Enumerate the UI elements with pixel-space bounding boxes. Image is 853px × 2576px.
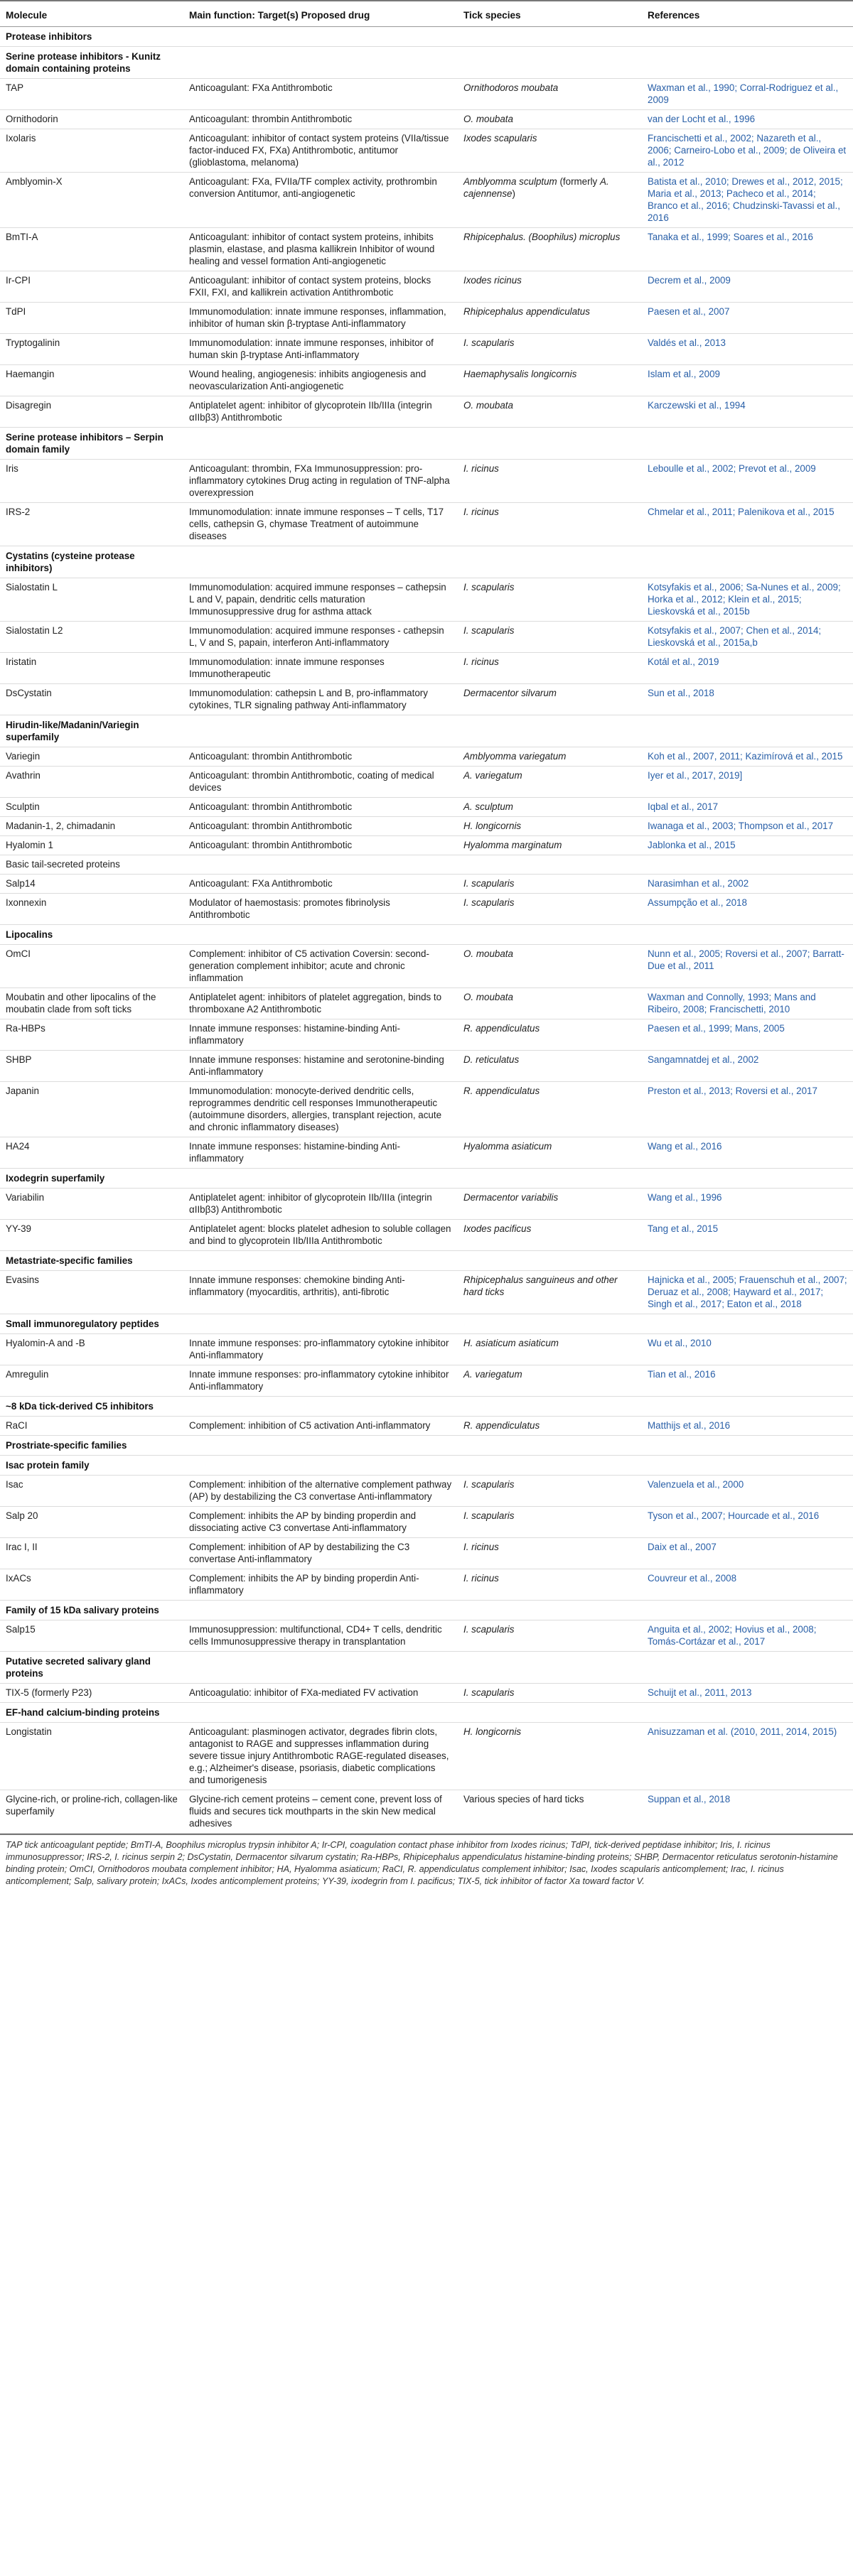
species-cell: I. scapularis [458,1476,642,1507]
molecule-cell: TAP [0,79,183,110]
function-cell: Immunomodulation: innate immune responses, inflammation, inhibitor of human skin β-tryptase Anti-inflammatory [183,303,458,334]
function-cell: Immunomodulation: acquired immune responses – cathepsin L and V, papain, dendritic cells maturation Immunosuppressive drug for asthma attack [183,578,458,622]
species-cell: R. appendiculatus [458,1082,642,1137]
function-cell: Complement: inhibitor of C5 activation Coversin: second-generation complement inhibitor; acute and chronic inflammation [183,945,458,988]
molecule-cell: Amregulin [0,1365,183,1397]
references-cell: Kotsyfakis et al., 2006; Sa-Nunes et al., 2009; Horka et al., 2012; Klein et al., 2015; Lieskovská et al., 2015b [642,578,853,622]
species-synonym: A. cajennense [463,176,609,199]
section-spacer [183,1169,853,1189]
function-cell: Modulator of haemostasis: promotes fibrinolysis Antithrombotic [183,894,458,925]
section-row [0,1397,853,1417]
references-cell: Tyson et al., 2007; Hourcade et al., 2016 [642,1507,853,1538]
molecule-cell: Avathrin [0,767,183,798]
species-cell: O. moubata [458,396,642,428]
molecule-cell: IRS-2 [0,503,183,546]
species-cell: A. variegatum [458,1365,642,1397]
references-cell: Iqbal et al., 2017 [642,798,853,817]
species-cell [458,1790,642,1834]
species-cell: Amblyomma variegatum [458,747,642,767]
table-row [0,836,853,855]
references-cell: van der Locht et al., 1996 [642,110,853,129]
table-row [0,1476,853,1507]
table-row [0,303,853,334]
references-cell: Waxman and Connolly, 1993; Mans and Ribeiro, 2008; Francischetti, 2010 [642,988,853,1019]
species-cell: I. scapularis [458,622,642,653]
function-cell: Anticoagulant: FXa Antithrombotic [183,875,458,894]
function-cell: Innate immune responses: histamine and serotonine-binding Anti-inflammatory [183,1051,458,1082]
species-note: (formerly [557,176,600,187]
table-row [0,1271,853,1314]
function-cell: Immunosuppression: multifunctional, CD4+ T cells, dendritic cells Immunosuppressive therapy in transplantation [183,1620,458,1652]
references-cell: Koh et al., 2007, 2011; Kazimírová et al., 2015 [642,747,853,767]
species-cell [458,173,642,228]
species-cell: I. scapularis [458,334,642,365]
section-label: Ixodegrin superfamily [0,1169,183,1189]
function-cell: Anticoagulant: thrombin Antithrombotic [183,836,458,855]
table-row [0,622,853,653]
function-cell: Antiplatelet agent: inhibitor of glycoprotein IIb/IIIa (integrin αIIbβ3) Antithrombotic [183,1189,458,1220]
table-row [0,1365,853,1397]
table-header [0,1,853,27]
table-row [0,798,853,817]
table-row [0,173,853,228]
table-row [0,1019,853,1051]
table-row [0,365,853,396]
species-cell: Haemaphysalis longicornis [458,365,642,396]
molecule-cell: IxACs [0,1569,183,1601]
section-spacer [183,1456,853,1476]
function-cell: Anticoagulant: thrombin Antithrombotic [183,817,458,836]
references-cell: Islam et al., 2009 [642,365,853,396]
section-label: Serine protease inhibitors – Serpin domain family [0,428,183,460]
section-row [0,1251,853,1271]
molecule-cell: YY-39 [0,1220,183,1251]
molecule-cell: Salp15 [0,1620,183,1652]
table-row [0,578,853,622]
species-cell: I. ricinus [458,653,642,684]
function-cell: Anticoagulant: thrombin Antithrombotic [183,798,458,817]
molecule-cell: HA24 [0,1137,183,1169]
molecule-cell: Ornithodorin [0,110,183,129]
table-row [0,271,853,303]
function-cell: Complement: inhibits the AP by binding properdin Anti-inflammatory [183,1569,458,1601]
references-cell: Matthijs et al., 2016 [642,1417,853,1436]
function-cell: Innate immune responses: pro-inflammatory cytokine inhibitor Anti-inflammatory [183,1334,458,1365]
section-label: ~8 kDa tick-derived C5 inhibitors [0,1397,183,1417]
table-row [0,653,853,684]
function-cell: Anticoagulant: FXa Antithrombotic [183,79,458,110]
section-label: Putative secreted salivary gland proteins [0,1652,183,1684]
species-name: Amblyomma sculptum [463,176,557,187]
species-cell: Hyalomma asiaticum [458,1137,642,1169]
references-cell: Anguita et al., 2002; Hovius et al., 2008; Tomás-Cortázar et al., 2017 [642,1620,853,1652]
molecule-cell: Iris [0,460,183,503]
molecule-cell: DsCystatin [0,684,183,715]
function-cell: Innate immune responses: histamine-binding Anti-inflammatory [183,1019,458,1051]
table-row [0,1684,853,1703]
table-row [0,767,853,798]
species-cell: H. asiaticum asiaticum [458,1334,642,1365]
header-function: Main function: Target(s) Proposed drug [183,1,458,27]
function-cell: Immunomodulation: monocyte-derived dendritic cells, reprogrammes dendritic cell responses Immunotherapeutic (autoimmune disorders, allergies, transplant rejection, acute and chronic inflammatory diseases) [183,1082,458,1137]
subgroup-label: Basic tail-secreted proteins [0,855,183,875]
function-cell: Anticoagulant: thrombin Antithrombotic, coating of medical devices [183,767,458,798]
references-cell: Kotsyfakis et al., 2007; Chen et al., 2014; Lieskovská et al., 2015a,b [642,622,853,653]
references-cell: Leboulle et al., 2002; Prevot et al., 2009 [642,460,853,503]
function-cell: Anticoagulant: thrombin, FXa Immunosuppression: pro-inflammatory cytokines Drug acting in regulation of TNF-alpha overexpression [183,460,458,503]
section-spacer [183,855,853,875]
species-cell: I. ricinus [458,503,642,546]
section-row [0,1703,853,1723]
section-row [0,546,853,578]
section-row [0,1169,853,1189]
species-cell: I. scapularis [458,1620,642,1652]
function-cell: Wound healing, angiogenesis: inhibits angiogenesis and neovascularization Anti-angiogenetic [183,365,458,396]
table-row [0,747,853,767]
table-row [0,1334,853,1365]
molecule-cell: Ixolaris [0,129,183,173]
species-cell: R. appendiculatus [458,1019,642,1051]
table-row [0,129,853,173]
function-cell: Complement: inhibition of AP by destabilizing the C3 convertase Anti-inflammatory [183,1538,458,1569]
table-row [0,228,853,271]
references-cell: Wu et al., 2010 [642,1334,853,1365]
references-cell: Kotál et al., 2019 [642,653,853,684]
function-cell: Glycine-rich cement proteins – cement cone, prevent loss of fluids and secures tick mouthparts in the skin New medical adhesives [183,1790,458,1834]
section-label: Isac protein family [0,1456,183,1476]
molecule-cell: Japanin [0,1082,183,1137]
section-label: Hirudin-like/Madanin/Variegin superfamily [0,715,183,747]
species-cell: Ixodes scapularis [458,129,642,173]
references-cell: Iwanaga et al., 2003; Thompson et al., 2017 [642,817,853,836]
species-cell: Rhipicephalus. (Boophilus) microplus [458,228,642,271]
section-spacer [183,47,853,79]
molecule-cell: Madanin-1, 2, chimadanin [0,817,183,836]
species-cell: A. variegatum [458,767,642,798]
function-cell: Anticoagulant: inhibitor of contact system proteins, inhibits plasmin, elastase, and plasma kallikrein Inhibitor of wound healing and vessel formation Anti-angiogenetic [183,228,458,271]
references-cell: Chmelar et al., 2011; Palenikova et al., 2015 [642,503,853,546]
section-spacer [183,1397,853,1417]
molecule-cell: Variegin [0,747,183,767]
table-row [0,79,853,110]
molecule-cell: Hyalomin 1 [0,836,183,855]
references-cell: Iyer et al., 2017, 2019] [642,767,853,798]
molecule-cell: RaCI [0,1417,183,1436]
section-spacer [183,1601,853,1620]
section-label: Metastriate-specific families [0,1251,183,1271]
references-cell: Waxman et al., 1990; Corral-Rodriguez et al., 2009 [642,79,853,110]
species-name: Various species of hard ticks [463,1794,584,1804]
species-cell: Rhipicephalus sanguineus and other hard ticks [458,1271,642,1314]
references-cell: Valenzuela et al., 2000 [642,1476,853,1507]
references-cell: Tang et al., 2015 [642,1220,853,1251]
references-cell: Hajnicka et al., 2005; Frauenschuh et al., 2007; Deruaz et al., 2008; Hayward et al., 2017; Singh et al., 2017; Eaton et al., 2018 [642,1271,853,1314]
molecule-cell: Haemangin [0,365,183,396]
species-cell: Rhipicephalus appendiculatus [458,303,642,334]
molecule-cell: Longistatin [0,1723,183,1790]
table-row [0,1051,853,1082]
table-row [0,894,853,925]
table-row [0,1082,853,1137]
species-cell: I. scapularis [458,875,642,894]
species-cell: A. sculptum [458,798,642,817]
species-cell: Hyalomma marginatum [458,836,642,855]
table-row [0,1189,853,1220]
section-row [0,1456,853,1476]
references-cell: Valdés et al., 2013 [642,334,853,365]
table-row [0,1538,853,1569]
table-row [0,1723,853,1790]
function-cell: Anticoagulant: FXa, FVIIa/TF complex activity, prothrombin conversion Antitumor, anti-angiogenetic [183,173,458,228]
species-cell: O. moubata [458,988,642,1019]
species-cell: I. ricinus [458,1569,642,1601]
table-row [0,988,853,1019]
table-row [0,1790,853,1834]
section-label: Cystatins (cysteine protease inhibitors) [0,546,183,578]
function-cell: Immunomodulation: innate immune responses – T cells, T17 cells, cathepsin G, chymase Treatment of autoimmune diseases [183,503,458,546]
molecule-cell: Sialostatin L [0,578,183,622]
references-cell: Couvreur et al., 2008 [642,1569,853,1601]
references-cell: Jablonka et al., 2015 [642,836,853,855]
molecule-cell: Salp14 [0,875,183,894]
species-cell: H. longicornis [458,817,642,836]
table-row [0,396,853,428]
function-cell: Innate immune responses: pro-inflammatory cytokine inhibitor Anti-inflammatory [183,1365,458,1397]
references-cell: Wang et al., 2016 [642,1137,853,1169]
species-cell: Ornithodoros moubata [458,79,642,110]
section-label: EF-hand calcium-binding proteins [0,1703,183,1723]
section-row [0,1652,853,1684]
molecule-cell: Variabilin [0,1189,183,1220]
species-cell: Dermacentor variabilis [458,1189,642,1220]
header-references: References [642,1,853,27]
molecule-cell: Disagregin [0,396,183,428]
section-row [0,1601,853,1620]
function-cell: Antiplatelet agent: inhibitors of platelet aggregation, binds to thromboxane A2 Antithrombotic [183,988,458,1019]
header-row [0,1,853,27]
molecule-cell: Glycine-rich, or proline-rich, collagen-like superfamily [0,1790,183,1834]
references-cell: Paesen et al., 1999; Mans, 2005 [642,1019,853,1051]
section-spacer [183,1314,853,1334]
molecule-cell: Sialostatin L2 [0,622,183,653]
section-label: Serine protease inhibitors - Kunitz domain containing proteins [0,47,183,79]
table-row [0,1220,853,1251]
table-body [0,27,853,1834]
references-cell: Suppan et al., 2018 [642,1790,853,1834]
section-spacer [183,1251,853,1271]
section-row [0,925,853,945]
function-cell: Anticoagulant: inhibitor of contact system proteins, blocks FXII, FXI, and kallikrein activation Antithrombotic [183,271,458,303]
function-cell: Complement: inhibition of C5 activation Anti-inflammatory [183,1417,458,1436]
molecule-cell: BmTI-A [0,228,183,271]
section-spacer [183,1652,853,1684]
section-label: Small immunoregulatory peptides [0,1314,183,1334]
function-cell: Immunomodulation: cathepsin L and B, pro-inflammatory cytokines, TLR signaling pathway Anti-inflammatory [183,684,458,715]
function-cell: Anticoagulant: plasminogen activator, degrades fibrin clots, antagonist to RAGE and suppresses inflammation during severe tissue injury Antithrombotic RAGE-regulated diseases, e.g.; Alzheimer's disease, psoriasis, diabetic complications and tumorigenesis [183,1723,458,1790]
references-cell: Tanaka et al., 1999; Soares et al., 2016 [642,228,853,271]
section-row [0,715,853,747]
molecule-cell: Isac [0,1476,183,1507]
references-cell: Nunn et al., 2005; Roversi et al., 2007; Barratt-Due et al., 2011 [642,945,853,988]
molecule-cell: Sculptin [0,798,183,817]
table-row [0,110,853,129]
species-cell: H. longicornis [458,1723,642,1790]
function-cell: Innate immune responses: histamine-binding Anti-inflammatory [183,1137,458,1169]
molecule-cell: TdPI [0,303,183,334]
species-cell: I. scapularis [458,1507,642,1538]
section-spacer [183,1436,853,1456]
section-spacer [183,27,853,47]
species-cell: I. scapularis [458,578,642,622]
table-row [0,1569,853,1601]
function-cell: Immunomodulation: innate immune responses, inhibitor of human skin β-tryptase Anti-inflammatory [183,334,458,365]
table-footnote: TAP tick anticoagulant peptide; BmTI-A, Boophilus microplus trypsin inhibitor A; Ir-CPI, coagulation contact phase inhibitor from Ixodes ricinus; TdPI, tick-derived peptidase inhibitor; Iris, I. ricinus immunosuppressor; IRS-2, I. ricinus serpin 2; DsCystatin, Dermacentor silvarum cystatin; Ra-HBPs, Rhipicephalus appendiculatus histamine-binding proteins; SHBP, Dermacentor reticulatus serotonin-histamine binding protein; OmCI, Ornithodoros moubata complement inhibitor; HA, Hyalomma asiaticum; RaCI, R. appendiculatus complement inhibitor; Isac, Ixodes scapularis anticomplement; Irac, I. ricinus anticomplement; Salp, salivary protein; IxACs, Ixodes anticomplement proteins; YY-39, ixodegrin from I. pacificus; TIX-5, tick inhibitor of factor Xa toward factor V. [0,1834,853,1888]
function-cell: Anticoagulant: inhibitor of contact system proteins (VIIa/tissue factor-induced FX, FXa) Antithrombotic, antitumor (glioblastoma, melanoma) [183,129,458,173]
references-cell: Sangamnatdej et al., 2002 [642,1051,853,1082]
section-row [0,1436,853,1456]
molecule-cell: OmCI [0,945,183,988]
section-row [0,47,853,79]
references-cell: Assumpção et al., 2018 [642,894,853,925]
section-label: Family of 15 kDa salivary proteins [0,1601,183,1620]
references-cell: Daix et al., 2007 [642,1538,853,1569]
section-row [0,27,853,47]
references-cell: Schuijt et al., 2011, 2013 [642,1684,853,1703]
table-row [0,503,853,546]
molecule-cell: Ixonnexin [0,894,183,925]
species-cell: O. moubata [458,945,642,988]
species-cell: O. moubata [458,110,642,129]
section-spacer [183,715,853,747]
subgroup-row [0,855,853,875]
references-cell: Decrem et al., 2009 [642,271,853,303]
function-cell: Antiplatelet agent: inhibitor of glycoprotein IIb/IIIa (integrin αIIbβ3) Antithrombotic [183,396,458,428]
function-cell: Innate immune responses: chemokine binding Anti-inflammatory (myocarditis, arthritis), anti-fibrotic [183,1271,458,1314]
references-cell: Sun et al., 2018 [642,684,853,715]
molecule-cell: Salp 20 [0,1507,183,1538]
species-cell: Ixodes ricinus [458,271,642,303]
function-cell: Immunomodulation: innate immune responses Immunotherapeutic [183,653,458,684]
function-cell: Anticoagulant: thrombin Antithrombotic [183,747,458,767]
function-cell: Anticoagulant: thrombin Antithrombotic [183,110,458,129]
table-row [0,334,853,365]
molecule-cell: Moubatin and other lipocalins of the moubatin clade from soft ticks [0,988,183,1019]
section-spacer [183,428,853,460]
molecule-cell: Irac I, II [0,1538,183,1569]
table-row [0,945,853,988]
table-row [0,1620,853,1652]
section-spacer [183,1703,853,1723]
species-cell: Ixodes pacificus [458,1220,642,1251]
species-cell: Dermacentor silvarum [458,684,642,715]
function-cell: Immunomodulation: acquired immune responses - cathepsin L, V and S, papain, interferon Anti-inflammatory [183,622,458,653]
references-cell: Preston et al., 2013; Roversi et al., 2017 [642,1082,853,1137]
molecule-cell: Iristatin [0,653,183,684]
molecule-cell: Ra-HBPs [0,1019,183,1051]
section-label: Prostriate-specific families [0,1436,183,1456]
molecule-cell: TIX-5 (formerly P23) [0,1684,183,1703]
references-cell: Wang et al., 1996 [642,1189,853,1220]
molecule-cell: Evasins [0,1271,183,1314]
species-cell: R. appendiculatus [458,1417,642,1436]
species-cell: I. scapularis [458,894,642,925]
header-species: Tick species [458,1,642,27]
function-cell: Complement: inhibits the AP by binding properdin and dissociating active C3 convertase Anti-inflammatory [183,1507,458,1538]
molecule-cell: Ir-CPI [0,271,183,303]
section-spacer [183,925,853,945]
molecule-cell: Hyalomin-A and -B [0,1334,183,1365]
references-cell: Karczewski et al., 1994 [642,396,853,428]
function-cell: Complement: inhibition of the alternative complement pathway (AP) by destabilizing the C3 convertase Anti-inflammatory [183,1476,458,1507]
section-spacer [183,546,853,578]
table-row [0,1507,853,1538]
table-row [0,1137,853,1169]
molecule-cell: Tryptogalinin [0,334,183,365]
references-cell: Batista et al., 2010; Drewes et al., 2012, 2015; Maria et al., 2013; Pacheco et al., 2014; Branco et al., 2016; Chudzinski-Tavassi et al., 2016 [642,173,853,228]
header-molecule: Molecule [0,1,183,27]
table-row [0,817,853,836]
table-row [0,460,853,503]
references-cell: Anisuzzaman et al. (2010, 2011, 2014, 2015) [642,1723,853,1790]
function-cell: Antiplatelet agent: blocks platelet adhesion to soluble collagen and bind to glycoprotein IIb/IIIa Antithrombotic [183,1220,458,1251]
species-cell: D. reticulatus [458,1051,642,1082]
references-cell: Paesen et al., 2007 [642,303,853,334]
molecule-cell: SHBP [0,1051,183,1082]
table-row [0,875,853,894]
species-cell: I. scapularis [458,1684,642,1703]
molecule-cell: Amblyomin-X [0,173,183,228]
table-row [0,684,853,715]
section-row [0,428,853,460]
species-cell: I. ricinus [458,460,642,503]
section-row [0,1314,853,1334]
species-cell: I. ricinus [458,1538,642,1569]
section-label: Lipocalins [0,925,183,945]
function-cell: Anticoagulatio: inhibitor of FXa-mediated FV activation [183,1684,458,1703]
references-cell: Narasimhan et al., 2002 [642,875,853,894]
section-label: Protease inhibitors [0,27,183,47]
species-note-end: ) [512,188,515,199]
table-row [0,1417,853,1436]
references-cell: Francischetti et al., 2002; Nazareth et al., 2006; Carneiro-Lobo et al., 2009; de Oliveira et al., 2012 [642,129,853,173]
references-cell: Tian et al., 2016 [642,1365,853,1397]
